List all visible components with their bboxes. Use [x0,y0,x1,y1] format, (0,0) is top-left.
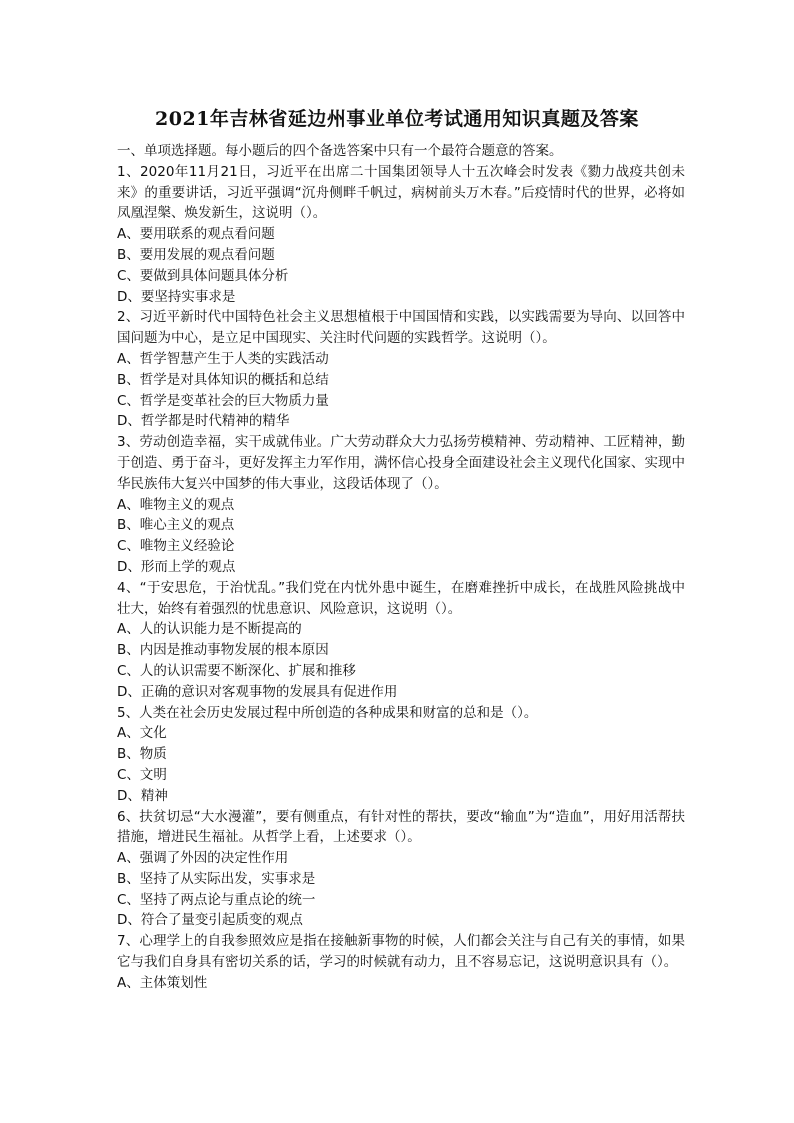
question-5-option-c: C、文明 [117,766,167,783]
question-4-option-b: B、内因是推动事物发展的根本原因 [117,642,329,659]
document-title: 2021年吉林省延边州事业单位考试通用知识真题及答案 [155,108,639,130]
question-6-option-d: D、符合了量变引起质变的观点 [117,912,303,929]
document-body [117,141,685,994]
question-3-text: 3、劳动创造幸福，实干成就伟业。广大劳动群众大力弘扬劳模精神、劳动精神、工匠精神，勤于创造、勇于奋斗，更好发挥主力军作用，满怀信心投身全面建设社会主义现代化国家、实现中华民族伟大复兴中国梦的伟大事业，这段话体现了（）。 [117,434,685,492]
question-2-option-a: A、哲学智慧产生于人类的实践活动 [117,350,329,367]
question-1-option-c: C、要做到具体问题具体分析 [117,267,289,284]
question-1-text: 1、2020年11月21日，习近平在出席二十国集团领导人十五次峰会时发表《勠力战疫共创未来》的重要讲话，习近平强调“沉舟侧畔千帆过，病树前头万木春。”后疫情时代的世界，必将如凤凰涅槃、焕发新生，这说明（）。 [117,163,685,222]
section-heading: 一、单项选择题。每小题后的四个备选答案中只有一个最符合题意的答案。 [117,143,563,159]
question-5-text: 5、人类在社会历史发展过程中所创造的各种成果和财富的总和是（）。 [117,704,538,721]
question-2-option-d: D、哲学都是时代精神的精华 [117,413,290,430]
question-1-option-a: A、要用联系的观点看问题 [117,226,275,243]
question-2-text: 2、习近平新时代中国特色社会主义思想植根于中国国情和实践，以实践需要为导向、以回答中国问题为中心，是立足中国现实、关注时代问题的实践哲学。这说明（）。 [117,309,685,347]
question-3-option-a: A、唯物主义的观点 [117,496,235,513]
question-2-option-b: B、哲学是对具体知识的概括和总结 [117,371,329,388]
question-5-option-a: A、文化 [117,725,167,742]
question-3-option-d: D、形而上学的观点 [117,558,236,575]
question-6-option-b: B、坚持了从实际出发，实事求是 [117,870,316,887]
question-1-option-b: B、要用发展的观点看问题 [117,246,275,263]
question-1-option-d: D、要坚持实事求是 [117,288,236,305]
question-6-option-c: C、坚持了两点论与重点论的统一 [117,891,316,908]
question-7-text: 7、心理学上的自我参照效应是指在接触新事物的时候，人们都会关注与自己有关的事情，如果它与我们自身具有密切关系的话，学习的时候就有动力，且不容易忘记，这说明意识具有（）。 [117,933,685,971]
question-3-option-b: B、唯心主义的观点 [117,517,235,534]
question-4-option-c: C、人的认识需要不断深化、扩展和推移 [117,662,356,679]
question-4-text: 4、“于安思危，于治忧乱。”我们党在内忧外患中诞生，在磨难挫折中成长，在战胜风险挑战中壮大，始终有着强烈的忧患意识、风险意识，这说明（）。 [117,579,685,617]
question-6-option-a: A、强调了外因的决定性作用 [117,850,289,867]
question-4-option-d: D、正确的意识对客观事物的发展具有促进作用 [117,683,398,700]
question-7-option-a: A、主体策划性 [117,974,208,991]
question-5-option-b: B、物质 [117,746,167,763]
question-6-text: 6、扶贫切忌“大水漫灌”，要有侧重点，有针对性的帮扶，要改“输血”为“造血”，用好用活帮扶措施，增进民生福祉。从哲学上看，上述要求（）。 [117,808,685,846]
question-5-option-d: D、精神 [117,787,168,804]
question-4-option-a: A、人的认识能力是不断提高的 [117,621,302,638]
question-3-option-c: C、唯物主义经验论 [117,538,235,555]
question-2-option-c: C、哲学是变革社会的巨大物质力量 [117,392,329,409]
